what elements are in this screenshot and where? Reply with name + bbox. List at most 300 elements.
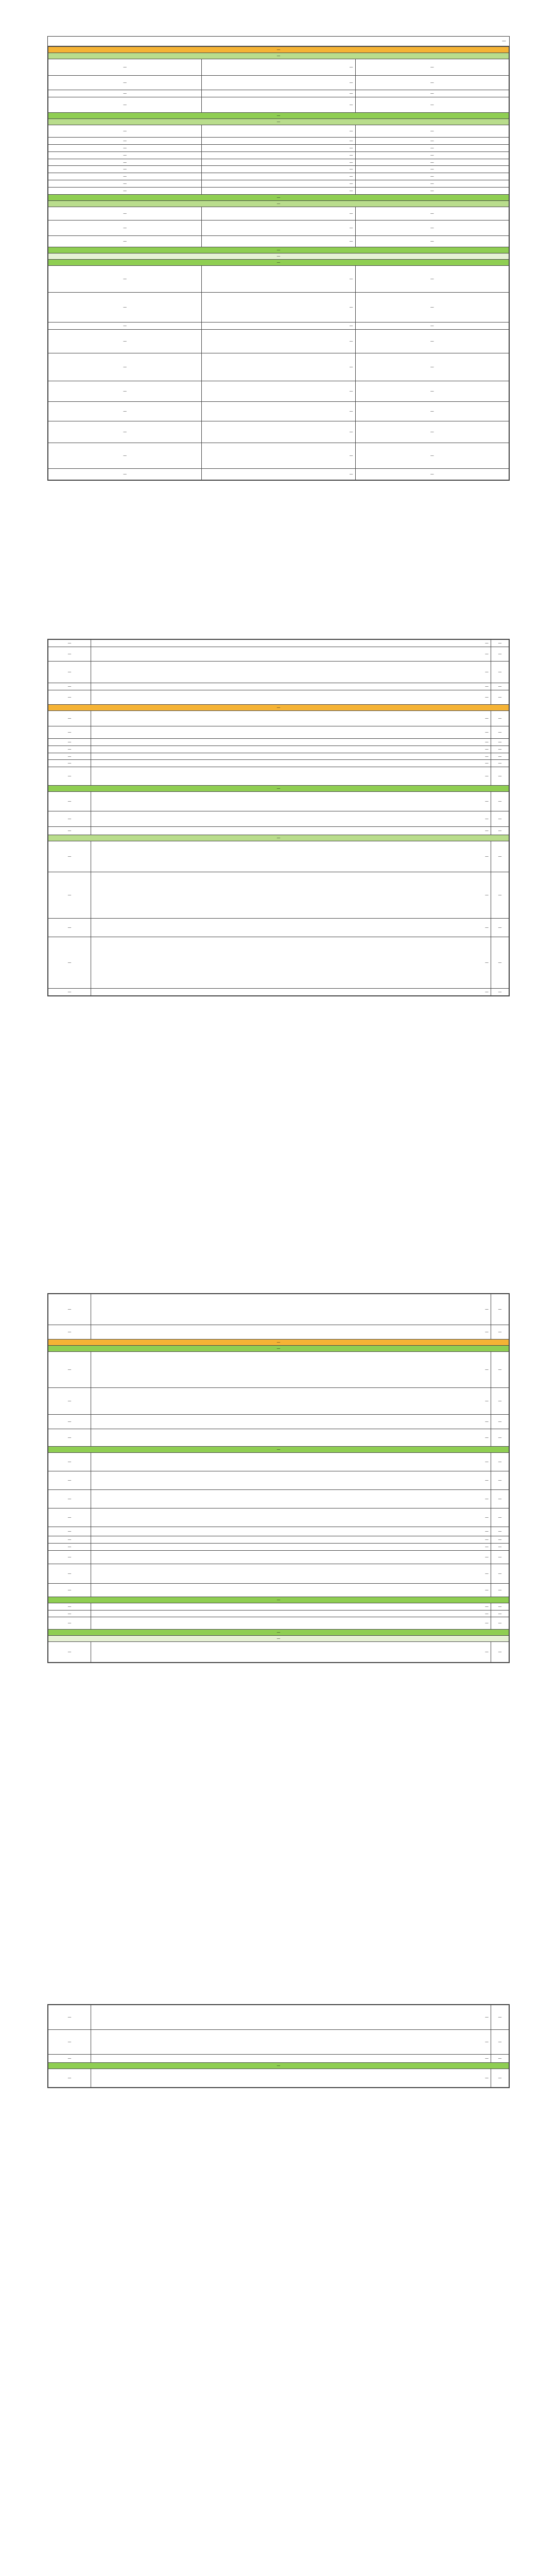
row-description: — bbox=[91, 1564, 491, 1583]
row-number: — bbox=[491, 1527, 509, 1536]
table-row bbox=[48, 1536, 509, 1544]
table-row bbox=[48, 187, 509, 194]
row-description: — bbox=[91, 2069, 491, 2088]
section-header-row bbox=[48, 1340, 509, 1346]
row-description: — bbox=[91, 683, 491, 690]
row-description: — bbox=[202, 90, 355, 97]
table-row bbox=[48, 811, 509, 827]
row-number: — bbox=[491, 745, 509, 753]
row-time: — bbox=[48, 710, 91, 726]
row-number: — bbox=[355, 151, 509, 159]
schedule-table bbox=[48, 639, 509, 996]
row-description: — bbox=[202, 180, 355, 188]
row-description: — bbox=[91, 690, 491, 704]
table-row bbox=[48, 173, 509, 180]
row-description: — bbox=[91, 1550, 491, 1564]
row-number: — bbox=[355, 421, 509, 443]
row-time: — bbox=[48, 173, 202, 180]
row-time: — bbox=[48, 76, 202, 90]
table-row bbox=[48, 265, 509, 292]
row-time: — bbox=[48, 811, 91, 827]
row-number: — bbox=[491, 1642, 509, 1663]
row-description: — bbox=[202, 97, 355, 113]
table-row bbox=[48, 1415, 509, 1429]
table-row bbox=[48, 1543, 509, 1550]
row-description: — bbox=[91, 1325, 491, 1340]
row-description: — bbox=[202, 125, 355, 138]
row-time: — bbox=[48, 640, 91, 647]
row-time: — bbox=[48, 841, 91, 872]
row-time: — bbox=[48, 1388, 91, 1415]
row-description: — bbox=[91, 1352, 491, 1388]
row-number: — bbox=[491, 1564, 509, 1583]
schedule-sheet bbox=[47, 36, 510, 481]
table-row bbox=[48, 443, 509, 468]
row-number: — bbox=[355, 401, 509, 421]
row-description: — bbox=[91, 767, 491, 786]
section-header-label: — bbox=[48, 786, 509, 792]
table-row bbox=[48, 647, 509, 662]
row-description: — bbox=[91, 710, 491, 726]
row-number: — bbox=[491, 753, 509, 760]
row-time: — bbox=[48, 166, 202, 173]
row-time: — bbox=[48, 1564, 91, 1583]
row-number: — bbox=[491, 647, 509, 662]
row-description: — bbox=[91, 745, 491, 753]
row-description: — bbox=[91, 1294, 491, 1325]
row-description: — bbox=[202, 166, 355, 173]
table-row bbox=[48, 827, 509, 835]
table-row bbox=[48, 166, 509, 173]
row-time: — bbox=[48, 792, 91, 811]
row-time: — bbox=[48, 1490, 91, 1509]
table-row bbox=[48, 235, 509, 247]
row-number: — bbox=[491, 1603, 509, 1610]
section-header-row bbox=[48, 194, 509, 200]
row-description: — bbox=[91, 1471, 491, 1490]
row-description: — bbox=[91, 2030, 491, 2055]
row-number: — bbox=[491, 640, 509, 647]
row-time: — bbox=[48, 937, 91, 989]
row-time: — bbox=[48, 207, 202, 220]
row-description: — bbox=[202, 187, 355, 194]
row-description: — bbox=[91, 1453, 491, 1471]
row-description: — bbox=[202, 322, 355, 329]
table-row bbox=[48, 989, 509, 996]
row-number: — bbox=[355, 76, 509, 90]
row-description: — bbox=[202, 138, 355, 145]
table-row bbox=[48, 745, 509, 753]
row-number: — bbox=[491, 690, 509, 704]
row-time: — bbox=[48, 2055, 91, 2063]
row-number: — bbox=[355, 138, 509, 145]
row-number: — bbox=[355, 90, 509, 97]
row-time: — bbox=[48, 1536, 91, 1544]
table-row bbox=[48, 468, 509, 480]
row-time: — bbox=[48, 381, 202, 401]
section-header-row bbox=[48, 2063, 509, 2069]
row-time: — bbox=[48, 125, 202, 138]
row-description: — bbox=[91, 1490, 491, 1509]
table-row bbox=[48, 919, 509, 937]
table-row bbox=[48, 1490, 509, 1509]
section-header-label: — bbox=[48, 53, 509, 59]
table-row bbox=[48, 1509, 509, 1527]
table-row bbox=[48, 138, 509, 145]
row-number: — bbox=[491, 1471, 509, 1490]
row-description: — bbox=[91, 937, 491, 989]
row-number: — bbox=[355, 220, 509, 235]
row-time: — bbox=[48, 1642, 91, 1663]
row-number: — bbox=[355, 187, 509, 194]
table-row bbox=[48, 1453, 509, 1471]
row-time: — bbox=[48, 1617, 91, 1630]
row-number: — bbox=[491, 2069, 509, 2088]
section-header-row bbox=[48, 53, 509, 59]
row-description: — bbox=[91, 1603, 491, 1610]
row-number: — bbox=[491, 1490, 509, 1509]
table-row bbox=[48, 151, 509, 159]
table-row bbox=[48, 125, 509, 138]
row-description: — bbox=[202, 144, 355, 151]
row-description: — bbox=[202, 292, 355, 322]
row-time: — bbox=[48, 180, 202, 188]
row-number: — bbox=[355, 125, 509, 138]
table-row bbox=[48, 760, 509, 767]
section-header-label: — bbox=[48, 47, 509, 53]
row-time: — bbox=[48, 97, 202, 113]
row-description: — bbox=[91, 989, 491, 996]
row-number: — bbox=[491, 1415, 509, 1429]
row-time: — bbox=[48, 872, 91, 919]
row-time: — bbox=[48, 726, 91, 738]
row-number: — bbox=[491, 919, 509, 937]
row-description: — bbox=[91, 760, 491, 767]
row-time: — bbox=[48, 1509, 91, 1527]
row-time: — bbox=[48, 1603, 91, 1610]
row-time: — bbox=[48, 292, 202, 322]
table-row bbox=[48, 1352, 509, 1388]
row-time: — bbox=[48, 187, 202, 194]
row-number: — bbox=[491, 872, 509, 919]
row-description: — bbox=[91, 2055, 491, 2063]
section-header-row bbox=[48, 1447, 509, 1453]
section-header-label: — bbox=[48, 200, 509, 207]
row-time: — bbox=[48, 2069, 91, 2088]
table-row bbox=[48, 1471, 509, 1490]
row-description: — bbox=[91, 1527, 491, 1536]
row-time: — bbox=[48, 683, 91, 690]
row-description: — bbox=[91, 1509, 491, 1527]
row-number: — bbox=[491, 811, 509, 827]
row-number: — bbox=[491, 1453, 509, 1471]
row-number: — bbox=[491, 1550, 509, 1564]
row-time: — bbox=[48, 1550, 91, 1564]
section-header-row bbox=[48, 200, 509, 207]
section-header-row bbox=[48, 253, 509, 259]
row-description: — bbox=[202, 381, 355, 401]
row-time: — bbox=[48, 989, 91, 996]
schedule-table bbox=[48, 1294, 509, 1663]
row-time: — bbox=[48, 322, 202, 329]
row-description: — bbox=[91, 726, 491, 738]
row-description: — bbox=[91, 647, 491, 662]
table-row bbox=[48, 1527, 509, 1536]
section-header-label: — bbox=[48, 1340, 509, 1346]
row-time: — bbox=[48, 235, 202, 247]
row-time: — bbox=[48, 1415, 91, 1429]
row-number: — bbox=[491, 710, 509, 726]
row-number: — bbox=[355, 144, 509, 151]
schedule-table bbox=[48, 2005, 509, 2088]
row-number: — bbox=[355, 443, 509, 468]
row-time: — bbox=[48, 401, 202, 421]
row-time: — bbox=[48, 1352, 91, 1388]
row-time: — bbox=[48, 1610, 91, 1617]
row-number: — bbox=[491, 1325, 509, 1340]
table-row bbox=[48, 97, 509, 113]
table-row bbox=[48, 937, 509, 989]
row-description: — bbox=[91, 1583, 491, 1597]
schedule-sheet bbox=[47, 639, 510, 996]
row-description: — bbox=[91, 738, 491, 745]
row-description: — bbox=[91, 1429, 491, 1447]
section-header-row bbox=[48, 1597, 509, 1603]
row-time: — bbox=[48, 753, 91, 760]
table-row bbox=[48, 1325, 509, 1340]
row-number: — bbox=[355, 322, 509, 329]
table-row bbox=[48, 2069, 509, 2088]
table-row bbox=[48, 59, 509, 76]
row-time: — bbox=[48, 265, 202, 292]
row-number: — bbox=[355, 159, 509, 166]
schedule-sheet bbox=[47, 1293, 510, 1663]
row-number: — bbox=[491, 662, 509, 683]
row-number: — bbox=[491, 767, 509, 786]
row-number: — bbox=[491, 792, 509, 811]
section-header-row bbox=[48, 1346, 509, 1352]
row-time: — bbox=[48, 151, 202, 159]
table-row bbox=[48, 353, 509, 381]
row-description: — bbox=[91, 811, 491, 827]
row-time: — bbox=[48, 738, 91, 745]
section-header-row bbox=[48, 1636, 509, 1642]
row-description: — bbox=[202, 207, 355, 220]
section-header-label: — bbox=[48, 704, 509, 710]
row-number: — bbox=[491, 989, 509, 996]
row-number: — bbox=[355, 59, 509, 76]
sheet-title: — bbox=[48, 37, 509, 46]
row-number: — bbox=[355, 292, 509, 322]
row-description: — bbox=[202, 468, 355, 480]
row-number: — bbox=[491, 1617, 509, 1630]
row-description: — bbox=[91, 1617, 491, 1630]
row-time: — bbox=[48, 745, 91, 753]
table-row bbox=[48, 1583, 509, 1597]
section-header-label: — bbox=[48, 253, 509, 259]
row-time: — bbox=[48, 690, 91, 704]
table-row bbox=[48, 1617, 509, 1630]
table-row bbox=[48, 1388, 509, 1415]
row-time: — bbox=[48, 919, 91, 937]
row-description: — bbox=[202, 151, 355, 159]
row-number: — bbox=[491, 841, 509, 872]
table-row bbox=[48, 329, 509, 353]
row-number: — bbox=[491, 1429, 509, 1447]
section-header-label: — bbox=[48, 119, 509, 125]
row-time: — bbox=[48, 1583, 91, 1597]
row-description: — bbox=[91, 1642, 491, 1663]
row-number: — bbox=[355, 468, 509, 480]
table-row bbox=[48, 738, 509, 745]
row-description: — bbox=[202, 421, 355, 443]
row-description: — bbox=[202, 173, 355, 180]
section-header-label: — bbox=[48, 1346, 509, 1352]
row-number: — bbox=[491, 1388, 509, 1415]
table-row bbox=[48, 1642, 509, 1663]
row-number: — bbox=[491, 2005, 509, 2030]
row-time: — bbox=[48, 767, 91, 786]
section-header-label: — bbox=[48, 1630, 509, 1636]
row-description: — bbox=[91, 1610, 491, 1617]
section-header-label: — bbox=[48, 194, 509, 200]
row-time: — bbox=[48, 353, 202, 381]
row-description: — bbox=[202, 353, 355, 381]
table-row bbox=[48, 640, 509, 647]
row-time: — bbox=[48, 59, 202, 76]
schedule-sheet bbox=[47, 2004, 510, 2088]
row-number: — bbox=[491, 2055, 509, 2063]
row-time: — bbox=[48, 1527, 91, 1536]
row-number: — bbox=[355, 180, 509, 188]
section-header-row bbox=[48, 119, 509, 125]
row-description: — bbox=[91, 2005, 491, 2030]
table-row bbox=[48, 1564, 509, 1583]
table-row bbox=[48, 1550, 509, 1564]
row-number: — bbox=[491, 726, 509, 738]
row-time: — bbox=[48, 1429, 91, 1447]
row-time: — bbox=[48, 220, 202, 235]
row-description: — bbox=[91, 841, 491, 872]
row-number: — bbox=[491, 1294, 509, 1325]
row-time: — bbox=[48, 90, 202, 97]
row-description: — bbox=[202, 443, 355, 468]
row-description: — bbox=[91, 640, 491, 647]
table-row bbox=[48, 401, 509, 421]
section-header-row bbox=[48, 786, 509, 792]
table-row bbox=[48, 753, 509, 760]
row-description: — bbox=[202, 220, 355, 235]
section-header-label: — bbox=[48, 1636, 509, 1642]
row-number: — bbox=[355, 207, 509, 220]
row-time: — bbox=[48, 1543, 91, 1550]
row-number: — bbox=[355, 97, 509, 113]
row-time: — bbox=[48, 760, 91, 767]
row-time: — bbox=[48, 2005, 91, 2030]
row-time: — bbox=[48, 421, 202, 443]
row-time: — bbox=[48, 159, 202, 166]
table-row bbox=[48, 683, 509, 690]
table-row bbox=[48, 792, 509, 811]
table-row bbox=[48, 2005, 509, 2030]
row-number: — bbox=[355, 173, 509, 180]
row-number: — bbox=[355, 353, 509, 381]
table-row bbox=[48, 841, 509, 872]
row-description: — bbox=[91, 1536, 491, 1544]
row-number: — bbox=[491, 683, 509, 690]
row-time: — bbox=[48, 647, 91, 662]
row-description: — bbox=[91, 1388, 491, 1415]
row-time: — bbox=[48, 662, 91, 683]
section-header-row bbox=[48, 259, 509, 265]
section-header-label: — bbox=[48, 113, 509, 119]
row-description: — bbox=[91, 872, 491, 919]
row-time: — bbox=[48, 1294, 91, 1325]
row-number: — bbox=[491, 2030, 509, 2055]
table-row bbox=[48, 1603, 509, 1610]
row-description: — bbox=[202, 401, 355, 421]
section-header-label: — bbox=[48, 259, 509, 265]
row-description: — bbox=[91, 1543, 491, 1550]
row-number: — bbox=[491, 1543, 509, 1550]
section-header-label: — bbox=[48, 2063, 509, 2069]
row-number: — bbox=[491, 827, 509, 835]
row-description: — bbox=[202, 59, 355, 76]
table-row bbox=[48, 1294, 509, 1325]
row-time: — bbox=[48, 443, 202, 468]
row-number: — bbox=[491, 1610, 509, 1617]
row-description: — bbox=[91, 827, 491, 835]
row-description: — bbox=[202, 235, 355, 247]
table-row bbox=[48, 767, 509, 786]
row-number: — bbox=[355, 235, 509, 247]
row-description: — bbox=[91, 792, 491, 811]
row-time: — bbox=[48, 468, 202, 480]
row-number: — bbox=[355, 265, 509, 292]
section-header-row bbox=[48, 113, 509, 119]
table-row bbox=[48, 180, 509, 188]
table-row bbox=[48, 690, 509, 704]
table-row bbox=[48, 220, 509, 235]
row-time: — bbox=[48, 144, 202, 151]
row-description: — bbox=[202, 159, 355, 166]
row-description: — bbox=[91, 919, 491, 937]
section-header-row bbox=[48, 1630, 509, 1636]
schedule-table bbox=[48, 46, 509, 480]
row-time: — bbox=[48, 1471, 91, 1490]
row-time: — bbox=[48, 329, 202, 353]
row-number: — bbox=[355, 381, 509, 401]
section-header-label: — bbox=[48, 1597, 509, 1603]
section-header-row bbox=[48, 835, 509, 841]
table-row bbox=[48, 2030, 509, 2055]
row-number: — bbox=[491, 760, 509, 767]
table-row bbox=[48, 421, 509, 443]
row-number: — bbox=[491, 738, 509, 745]
section-header-row bbox=[48, 704, 509, 710]
row-number: — bbox=[491, 937, 509, 989]
row-number: — bbox=[491, 1352, 509, 1388]
table-row bbox=[48, 872, 509, 919]
section-header-row bbox=[48, 47, 509, 53]
row-number: — bbox=[491, 1536, 509, 1544]
row-time: — bbox=[48, 2030, 91, 2055]
table-row bbox=[48, 322, 509, 329]
section-header-label: — bbox=[48, 1447, 509, 1453]
table-row bbox=[48, 710, 509, 726]
row-number: — bbox=[355, 329, 509, 353]
row-description: — bbox=[202, 329, 355, 353]
